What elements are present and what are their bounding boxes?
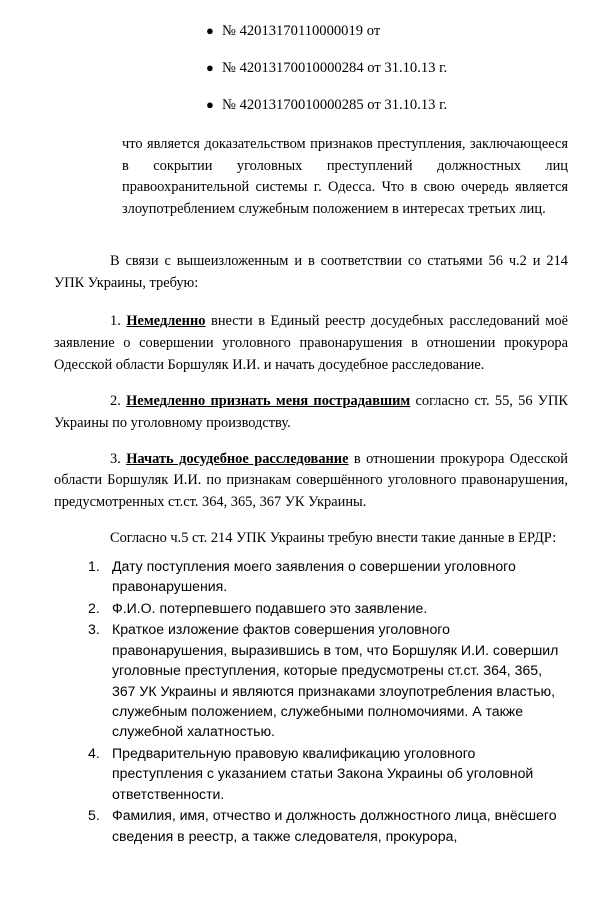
erdr-lead-paragraph: Согласно ч.5 ст. 214 УПК Украины требую внести такие данные в ЕРДР: [110,530,557,547]
erdr-requirements-list [26,556,574,846]
case-number-list [26,22,574,115]
bullet-icon: ● [206,97,214,113]
demand-item-3 [26,449,574,515]
demand-number: 1. [110,313,121,330]
demand-number: 3. [110,450,121,467]
list-item [26,22,574,40]
demand-emphasis: Начать досудебное расследование [126,450,349,467]
demand-emphasis: Немедленно признать меня пострадавшим [126,392,411,409]
demand-text: внести в Единый реестр досудебных расследований моё заявление о совершении уголовного правонарушения в отношении прокурора Одесской области Боршуляк И.И. и начать досудебное расследование. [54,313,568,373]
demand-number: 2. [110,392,121,409]
demand-text: согласно ст. 55, 56 УПК Украины по уголовному производству. [54,392,568,431]
list-item: Краткое изложение фактов совершения уголовного правонарушения, выразившись в том, что Боршуляк И.И. совершил уголовные преступления, которые предусмотрены ст.ст. 364, 365, 367 УК Украины и являются признаками злоупотребления властью, служебным положением, служебными полномочиями. А также служебной халатностью. [112,621,559,740]
demand-text: в отношении прокурора Одесской области Боршуляк И.И. по признакам совершённого уголовного правонарушения, предусмотренных ст.ст. 364, 365, 367 УК Украины. [54,450,568,511]
list-item [26,59,574,77]
demand-item-2 [26,391,574,435]
demand-emphasis: Немедленно [126,313,206,330]
demand-item-1 [26,311,574,377]
list-item: Предварительную правовую квалификацию уголовного преступления с указанием статьи Закона Украины об уголовной ответственности. [112,744,534,802]
demand-lead-paragraph: В связи с вышеизложенным и в соответствии со статьями 56 ч.2 и 214 УПК Украины, требую: [54,253,568,292]
bullet-icon: ● [206,23,214,38]
list-item: Дату поступления моего заявления о совершении уголовного правонарушения. [112,558,516,595]
intro-paragraph: что является доказательством признаков преступления, заключающееся в сокрытии уголовных преступлений должностных лиц правоохранительной системы г. Одесса. Что в свою очередь является злоупотреблением служебным положением в интересах третьих лиц. [122,135,568,218]
case-number-text: № 42013170110000019 от [222,23,381,39]
case-number-text: № 42013170010000284 от 31.10.13 г. [222,60,448,77]
bullet-icon: ● [206,60,214,76]
case-number-text: № 42013170010000285 от 31.10.13 г. [222,97,448,114]
list-item: Ф.И.О. потерпевшего подавшего это заявление. [112,599,428,616]
list-item [26,96,574,114]
list-item: Фамилия, имя, отчество и должность должностного лица, внёсшего сведения в реестр, а также следователя, прокурора, [112,807,557,844]
